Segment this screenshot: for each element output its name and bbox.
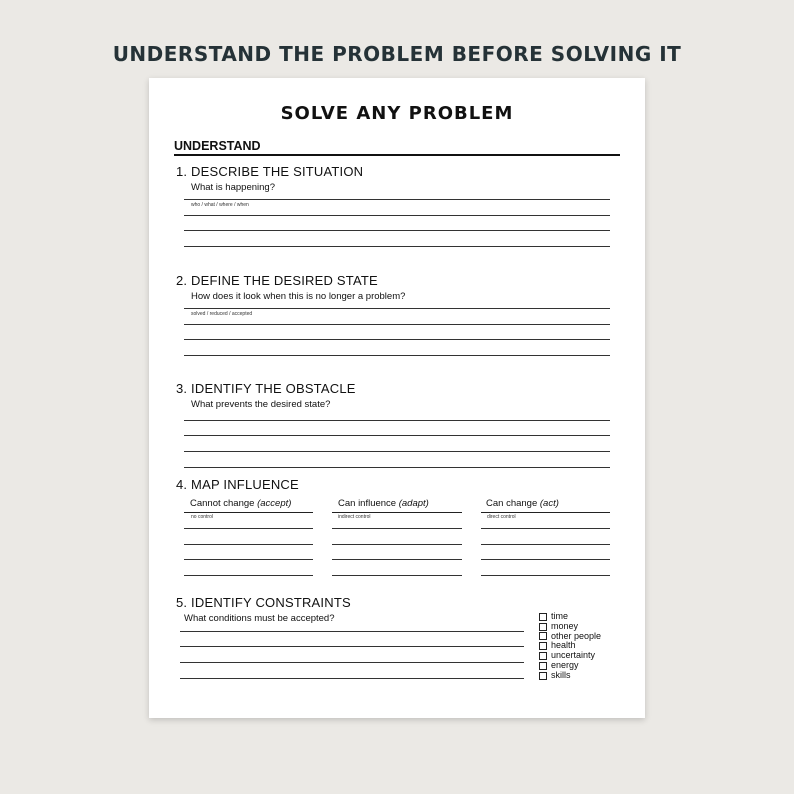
section-3-line[interactable] xyxy=(184,467,610,468)
influence-line[interactable] xyxy=(332,575,462,576)
checklist-label: skills xyxy=(551,669,571,680)
checkbox-icon[interactable] xyxy=(539,632,547,640)
section-5-line[interactable] xyxy=(180,631,524,632)
influence-line[interactable] xyxy=(184,512,313,513)
checklist-item[interactable] xyxy=(539,671,601,681)
section-3-line[interactable] xyxy=(184,435,610,436)
section-5-line[interactable] xyxy=(180,678,524,679)
influence-line[interactable] xyxy=(332,544,462,545)
column-emphasis: (adapt) xyxy=(398,498,429,509)
section-3-line[interactable] xyxy=(184,451,610,452)
section-2-line[interactable] xyxy=(184,308,610,309)
influence-line[interactable] xyxy=(332,559,462,560)
part-heading-rule xyxy=(174,154,620,156)
section-2-title: 2. DEFINE THE DESIRED STATE xyxy=(176,273,378,288)
section-1-line[interactable] xyxy=(184,215,610,216)
influence-line[interactable] xyxy=(481,528,610,529)
section-2-line[interactable] xyxy=(184,324,610,325)
checkbox-icon[interactable] xyxy=(539,623,547,631)
section-2-line[interactable] xyxy=(184,339,610,340)
influence-column-heading xyxy=(338,498,429,509)
column-hint: direct control xyxy=(487,514,516,520)
influence-line[interactable] xyxy=(184,575,313,576)
influence-line[interactable] xyxy=(481,559,610,560)
influence-line[interactable] xyxy=(184,559,313,560)
influence-line[interactable] xyxy=(332,528,462,529)
part-heading: UNDERSTAND xyxy=(174,139,261,153)
influence-column-heading xyxy=(486,498,559,509)
influence-line[interactable] xyxy=(184,544,313,545)
checkbox-icon[interactable] xyxy=(539,662,547,670)
column-emphasis: (act) xyxy=(539,498,559,509)
checkbox-icon[interactable] xyxy=(539,672,547,680)
section-3-prompt: What prevents the desired state? xyxy=(191,399,331,410)
influence-line[interactable] xyxy=(481,544,610,545)
influence-line[interactable] xyxy=(184,528,313,529)
section-5-prompt: What conditions must be accepted? xyxy=(184,613,335,624)
influence-column-heading xyxy=(190,498,291,509)
checklist-label: health xyxy=(551,640,576,651)
checklist-label: energy xyxy=(551,659,579,670)
section-1-prompt: What is happening? xyxy=(191,182,275,193)
constraints-checklist xyxy=(539,612,601,681)
section-1-line[interactable] xyxy=(184,246,610,247)
column-label: Can influence xyxy=(338,498,399,509)
section-3-line[interactable] xyxy=(184,420,610,421)
column-label: Cannot change xyxy=(190,498,258,509)
influence-line[interactable] xyxy=(481,575,610,576)
checkbox-icon[interactable] xyxy=(539,613,547,621)
checklist-label: other people xyxy=(551,630,602,641)
section-5-line[interactable] xyxy=(180,646,524,647)
section-3-title: 3. IDENTIFY THE OBSTACLE xyxy=(176,381,356,396)
column-hint: no control xyxy=(191,514,213,520)
section-2-prompt: How does it look when this is no longer a problem? xyxy=(191,291,406,302)
column-emphasis: (accept) xyxy=(257,498,292,509)
section-4-title: 4. MAP INFLUENCE xyxy=(176,477,299,492)
checklist-label: uncertainty xyxy=(551,650,596,661)
section-2-line[interactable] xyxy=(184,355,610,356)
checkbox-icon[interactable] xyxy=(539,652,547,660)
section-5-line[interactable] xyxy=(180,662,524,663)
column-label: Can change xyxy=(486,498,540,509)
checklist-label: time xyxy=(551,611,569,621)
section-1-line[interactable] xyxy=(184,230,610,231)
section-5-title: 5. IDENTIFY CONSTRAINTS xyxy=(176,595,351,610)
influence-line[interactable] xyxy=(481,512,610,513)
influence-line[interactable] xyxy=(332,512,462,513)
column-hint: indirect control xyxy=(338,514,371,520)
section-1-title: 1. DESCRIBE THE SITUATION xyxy=(176,164,364,179)
checkbox-icon[interactable] xyxy=(539,642,547,650)
document-title: SOLVE ANY PROBLEM xyxy=(280,103,514,124)
worksheet-page xyxy=(149,78,645,718)
section-1-hint: who / what / where / when xyxy=(191,202,249,208)
section-2-hint: solved / reduced / accepted xyxy=(191,311,253,317)
section-1-line[interactable] xyxy=(184,199,610,200)
banner-title: UNDERSTAND THE PROBLEM BEFORE SOLVING IT xyxy=(112,42,682,66)
checklist-label: money xyxy=(551,620,579,631)
